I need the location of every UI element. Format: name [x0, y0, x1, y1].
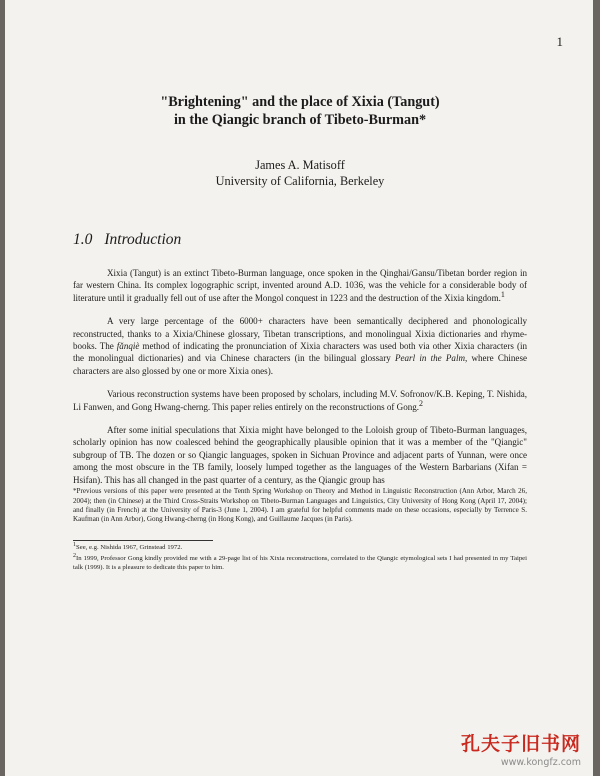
title-line-1: "Brightening" and the place of Xixia (Tangut) — [160, 94, 440, 110]
author-affiliation: University of California, Berkeley — [215, 174, 385, 188]
section-heading — [73, 231, 527, 249]
title-line-2: in the Qiangic branch of Tibeto-Burman* — [173, 112, 427, 128]
footnote-ref-1[interactable]: 1 — [500, 289, 505, 299]
paragraph-4-text: After some initial speculations that Xixia might have belonged to the Loloish group of Tibeto-Burman languages, scholarly opinion has now coalesced behind the geographically plausible opinion that it was a member of the "Qiangic" subgroup of TB. The dozen or so Qiangic languages, spoken in Sichuan Province and adjacent parts of Yunnan, were once among the most obscure in the TB family, loosely lumped together as the languages of the Western Barbarians (Xifan = Hsifan). This has all changed in the past quarter of a century, as the Qiangic group has — [73, 425, 527, 485]
paragraph-3 — [73, 388, 527, 413]
footnote-2 — [73, 554, 527, 572]
paragraph-2 — [73, 315, 527, 377]
footnote-ref-2[interactable]: 2 — [419, 398, 424, 408]
author-block — [73, 157, 527, 189]
watermark-url: www.kongfz.com — [500, 757, 581, 768]
section-title: Introduction — [104, 231, 182, 248]
fanqie-term: fǎnqiè — [116, 341, 140, 352]
paragraph-2-text-a: A very large percentage of the 6000+ characters have been semantically deciphered and phonologically reconstructed, thanks to a Xixia/Chinese glossary, Tibetan transcriptions, and monolingual Xixia dictionaries and rhyme-books. The — [73, 316, 527, 352]
document-page — [5, 0, 593, 776]
footnote-2-text: In 1999, Professor Gong kindly provided me with a 29-page list of his Xixia reconstructions, correlated to the Qiangic etymological sets I had presented in my Taipei talk (1999). It is a pleasure to dedicate this paper to him. — [73, 554, 527, 571]
watermark-logo: 孔夫子旧书网 — [460, 733, 581, 755]
footnote-1-mark: 1 — [73, 541, 76, 548]
author-name: James A. Matisoff — [255, 158, 345, 172]
paragraph-2-text-b: method of indicating the pronunciation of Xixia characters was used both via other Xixia characters (in the monolingual dictionaries) and via Chinese characters (in the bilingual glossary — [73, 341, 527, 364]
paragraph-2-text-c: , where Chinese characters are also glossed by one or more Xixia ones). — [73, 353, 527, 376]
paper-title — [73, 93, 527, 129]
footnote-1-text: See, e.g. Nishida 1967, Grinstead 1972. — [76, 543, 183, 551]
paragraph-1 — [73, 267, 527, 304]
acknowledgement-note: *Previous versions of this paper were presented at the Tenth Spring Workshop on Theory and Method in Linguistic Reconstruction (Ann Arbor, March 26, 2004); then (in Chinese) at the Third Cross-Straits Workshop on Tibeto-Burman Languages and Linguistics, City University of Hong Kong (April 17, 2004); and finally (in French) at the University of Paris-3 (June 1, 2004). I am grateful for helpful comments made on these occasions, especially by Terrence S. Kaufman (in Ann Arbor), Gong Hwang-cherng (in Hong Kong), and Guillaume Jacques (in Paris). — [73, 487, 527, 524]
footnote-2-mark: 2 — [73, 552, 76, 559]
section-number: 1.0 — [73, 231, 93, 248]
page-number: 1 — [556, 34, 563, 49]
glossary-title: Pearl in the Palm — [394, 353, 465, 364]
watermark — [461, 729, 581, 768]
footnote-1 — [73, 543, 527, 552]
paragraph-1-text: Xixia (Tangut) is an extinct Tibeto-Burman language, once spoken in the Qinghai/Gansu/Tibetan border region in far western China. Its complex logographic script, invented around A.D. 1036, was the vehicle for a considerable body of literature until it gradually fell out of use after the Mongol conquest in 1223 and the destruction of the Xixia kingdom. — [73, 268, 527, 303]
paragraph-3-text: Various reconstruction systems have been proposed by scholars, including M.V. Sofronov/K.B. Keping, T. Nishida, Li Fanwen, and Gong Hwang-cherng. This paper relies entirely on the reconstructions of Gong. — [73, 389, 527, 412]
paragraph-4 — [73, 424, 527, 486]
footnote-divider — [73, 540, 213, 541]
